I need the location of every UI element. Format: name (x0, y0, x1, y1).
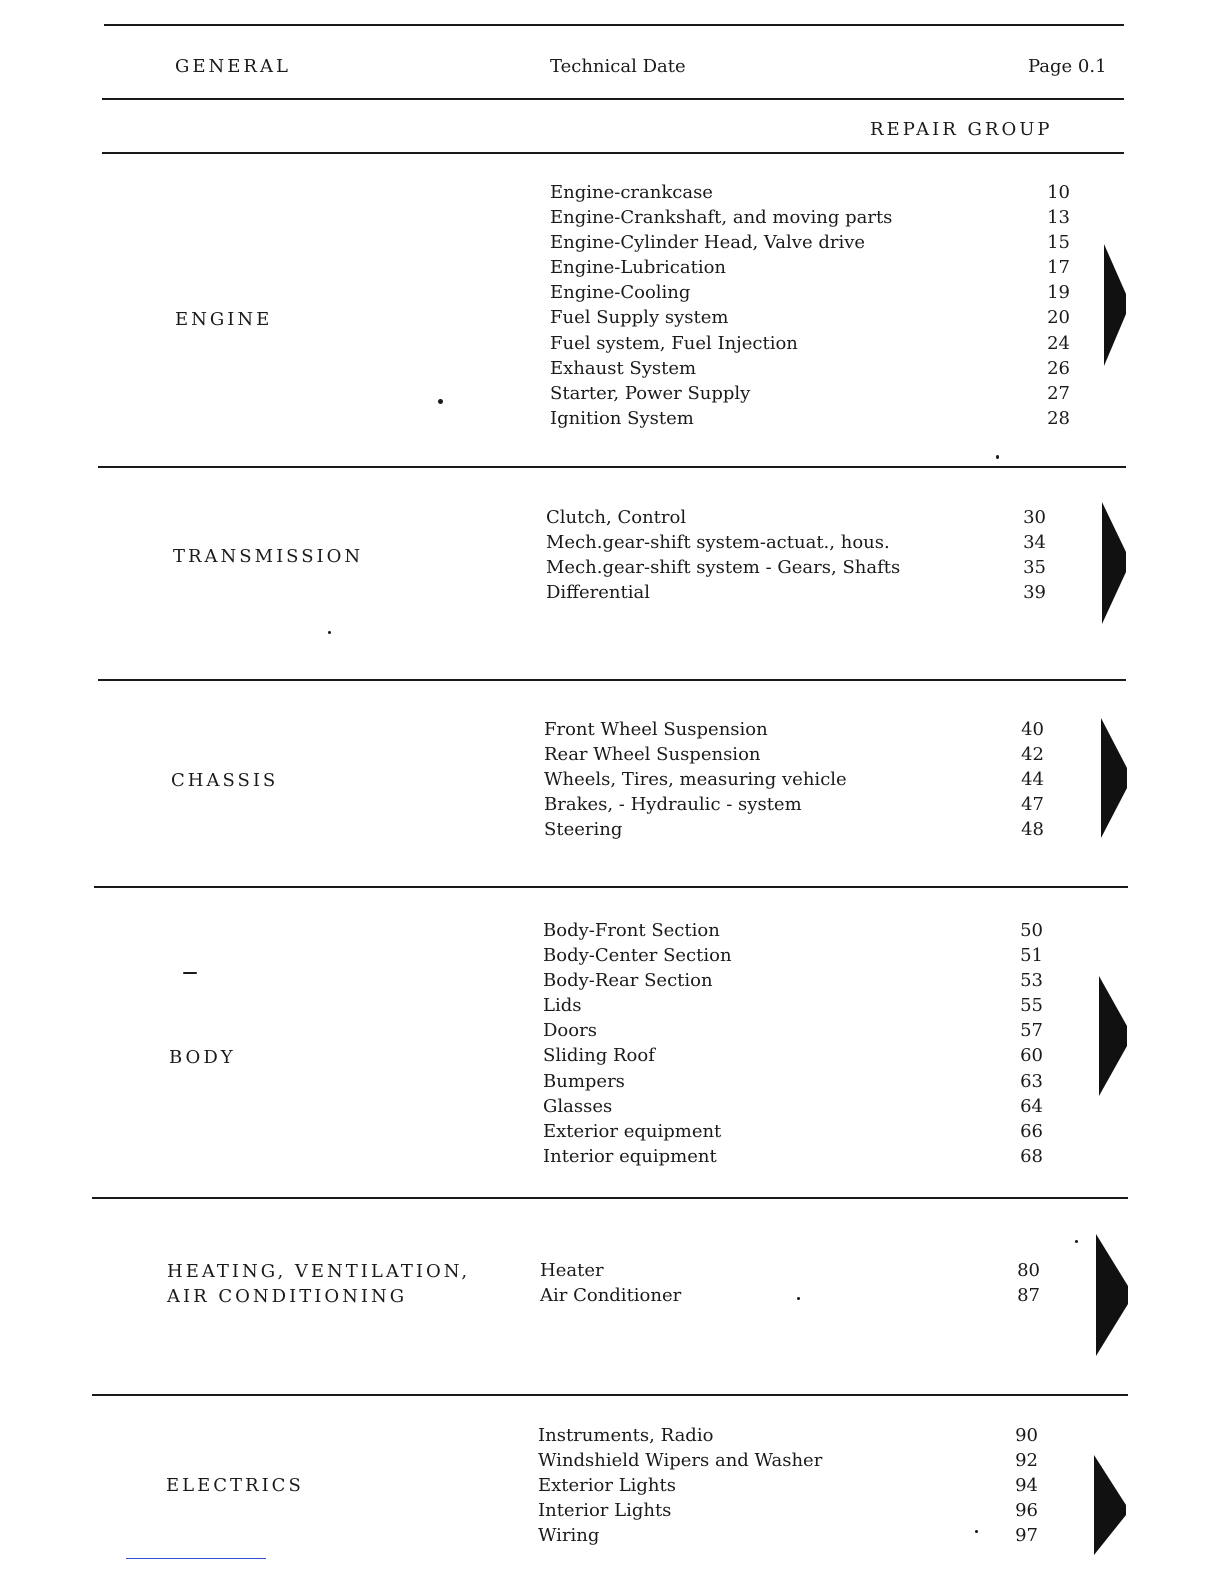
list-item: Exterior equipment 66 (543, 1120, 1043, 1142)
list-item: Front Wheel Suspension 40 (544, 719, 1044, 740)
header-page-number: Page 0.1 (1028, 56, 1107, 77)
section-divider (98, 466, 1126, 468)
scan-speck (438, 399, 443, 404)
list-item: Engine-Crankshaft, and moving parts 13 (550, 207, 1070, 229)
list-item: Starter, Power Supply 27 (550, 382, 1070, 404)
section-name-body: BODY (169, 1047, 236, 1068)
list-item: Mech.gear-shift system - Gears, Shafts 35 (546, 557, 1046, 579)
scan-speck (975, 1530, 978, 1533)
header-title: Technical Date (550, 56, 686, 77)
list-item: Bumpers 63 (543, 1070, 1043, 1092)
list-item: Body-Center Section 51 (543, 945, 1043, 967)
list-item: Interior Lights 96 (538, 1500, 1038, 1522)
section-name-chassis: CHASSIS (171, 770, 279, 791)
electrics-thumb-tab-icon[interactable] (1092, 1455, 1128, 1555)
section-name-heating-line1: HEATING, VENTILATION, (167, 1261, 471, 1282)
list-item: Engine-crankcase 10 (550, 182, 1070, 203)
list-item: Engine-Cylinder Head, Valve drive 15 (550, 232, 1070, 254)
list-item: Instruments, Radio 90 (538, 1425, 1038, 1446)
top-rule (104, 24, 1124, 26)
repair-group-heading: REPAIR GROUP (870, 119, 1053, 140)
list-item: Doors 57 (543, 1020, 1043, 1042)
section-name-heating-line2: AIR CONDITIONING (167, 1286, 408, 1307)
list-item: Interior equipment 68 (543, 1145, 1043, 1167)
list-item: Glasses 64 (543, 1095, 1043, 1117)
list-item: Lids 55 (543, 995, 1043, 1017)
list-item: Engine-Cooling 19 (550, 282, 1070, 304)
list-item: Exhaust System 26 (550, 357, 1070, 379)
section-divider (94, 886, 1128, 888)
list-item: Ignition System 28 (550, 407, 1070, 429)
list-item: Body-Rear Section 53 (543, 970, 1043, 992)
list-item: Mech.gear-shift system-actuat., hous. 34 (546, 532, 1046, 554)
section-name-engine: ENGINE (175, 309, 273, 330)
engine-item-list (550, 180, 1070, 431)
heating-item-list (540, 1258, 1040, 1308)
list-item: Fuel system, Fuel Injection 24 (550, 332, 1070, 354)
list-item: Heater 80 (540, 1260, 1040, 1281)
header-rule (102, 98, 1124, 100)
body-thumb-tab-icon[interactable] (1097, 976, 1129, 1096)
list-item: Differential 39 (546, 582, 1046, 604)
list-item: Wheels, Tires, measuring vehicle 44 (544, 769, 1044, 791)
list-item: Body-Front Section 50 (543, 920, 1043, 941)
list-item: Engine-Lubrication 17 (550, 257, 1070, 279)
scan-speck (1075, 1240, 1078, 1243)
body-item-list (543, 918, 1043, 1169)
section-name-electrics: ELECTRICS (166, 1475, 304, 1496)
section-divider (92, 1394, 1128, 1396)
list-item: Rear Wheel Suspension 42 (544, 744, 1044, 766)
scan-speck (996, 455, 999, 459)
section-divider (92, 1197, 1128, 1199)
list-item: Fuel Supply system 20 (550, 307, 1070, 329)
stray-underline (126, 1558, 266, 1559)
transmission-item-list (546, 505, 1046, 605)
list-item: Sliding Roof 60 (543, 1045, 1043, 1067)
section-divider (98, 679, 1126, 681)
heating-thumb-tab-icon[interactable] (1094, 1234, 1130, 1356)
list-item: Air Conditioner 87 (540, 1285, 1040, 1307)
list-item: Windshield Wipers and Washer 92 (538, 1450, 1038, 1472)
list-item: Clutch, Control 30 (546, 507, 1046, 528)
list-item: Steering 48 (544, 819, 1044, 841)
heading-rule (102, 152, 1124, 154)
chassis-thumb-tab-icon[interactable] (1099, 718, 1129, 838)
electrics-item-list (538, 1423, 1038, 1548)
engine-thumb-tab-icon[interactable] (1102, 244, 1128, 366)
scan-speck (183, 972, 197, 974)
scan-speck (797, 1297, 800, 1300)
section-name-transmission: TRANSMISSION (173, 546, 364, 567)
chassis-item-list (544, 717, 1044, 842)
scan-speck (328, 631, 331, 634)
transmission-thumb-tab-icon[interactable] (1100, 502, 1128, 624)
list-item: Wiring 97 (538, 1525, 1038, 1547)
list-item: Exterior Lights 94 (538, 1475, 1038, 1497)
header-section-label: GENERAL (175, 56, 291, 77)
list-item: Brakes, - Hydraulic - system 47 (544, 794, 1044, 816)
